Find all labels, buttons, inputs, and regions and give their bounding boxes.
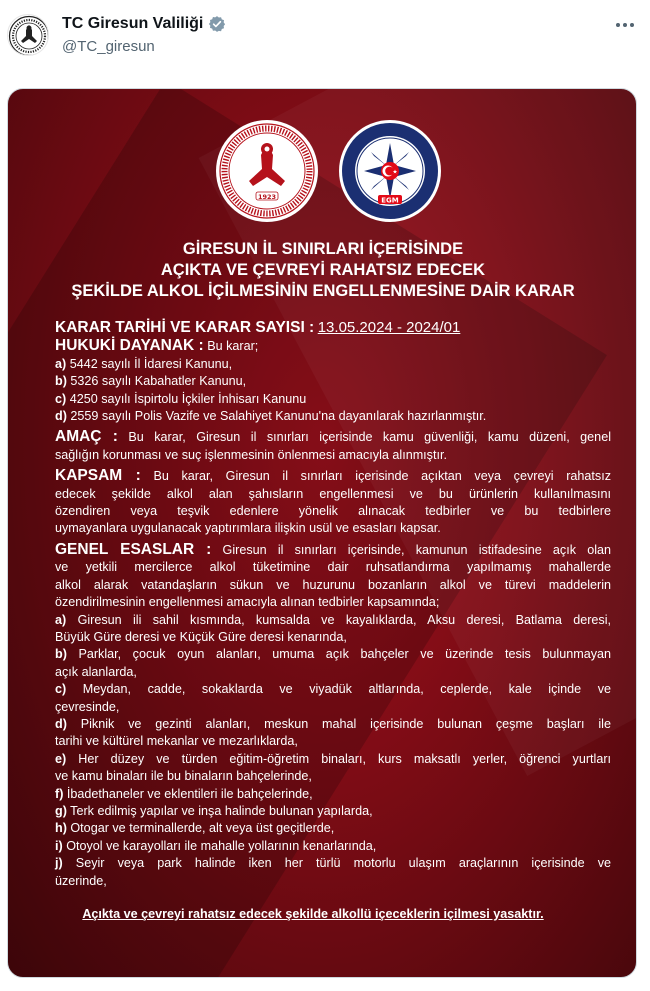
poster-title [28, 239, 618, 302]
seal-year: 1923 [257, 193, 277, 201]
hukuki-intro: Bu karar; [207, 339, 259, 354]
list-item [55, 408, 611, 425]
karar-row [55, 319, 611, 337]
item-letter: j) [55, 856, 63, 871]
final-statement: Açıkta ve çevreyi rahatsız edecek şekilde alkollü içeceklerin içilmesi yasaktır. [82, 907, 544, 921]
title-line: ŞEKİLDE ALKOL İÇİLMESİNİN ENGELLENMESİNE DAİR KARAR [71, 282, 575, 300]
karar-value: 13.05.2024 - 2024/01 [317, 319, 461, 336]
item-letter: c) [55, 391, 67, 406]
item-letter: d) [55, 409, 67, 424]
genel-line: ve yetkili mercilerce alkol tüketimine dair ruhsatlandırma yapılmamış mahallerde [55, 560, 611, 575]
list-item [55, 803, 611, 820]
list-item [55, 612, 611, 629]
list-item-cont: Büyük Güre deresi ve Küçük Güre deresi kenarında, [55, 629, 347, 644]
item-letter: b) [55, 374, 67, 389]
genel-line: özendirilmesinin engellenmesi amacıyla alınan tedbirler kapsamında; [55, 595, 440, 610]
item-text: Parklar, çocuk oyun alanları, umuma açık bahçeler ve üzerinde tesis bulunmayan [78, 647, 612, 662]
avatar[interactable] [7, 14, 49, 56]
amac-line [55, 428, 611, 446]
more-dots-icon [615, 22, 635, 28]
genel-line: alkol alarak vatandaşların sükun ve huzurunu bozanların alkol ve türevi maddelerin [55, 577, 611, 592]
item-text: Otogar ve terminallerde, alt veya üst geçitlerde, [70, 821, 335, 836]
item-text: Meydan, cadde, sokaklarda ve viyadük altlarında, ceplerde, kale içinde ve [82, 682, 612, 697]
item-letter: c) [55, 682, 67, 697]
list-item-cont: üzerinde, [55, 873, 107, 888]
item-text: Seyir veya park halinde iken her türlü motorlu ulaşım araçlarının içerisinde ve [75, 856, 611, 871]
list-item [55, 391, 611, 408]
tweet-header [0, 0, 650, 78]
kapsam-line: özendiren veya teşvik edenlere yönelik alınacak tedbirler ve bu tedbirlere [55, 504, 611, 519]
item-text: Piknik ve gezinti alanları, meskun mahal içerisinde bulunan çeşme başları ile [80, 716, 611, 731]
item-text: 5442 sayılı İl İdaresi Kanunu, [69, 356, 233, 371]
hukuki-row [55, 337, 611, 355]
item-letter: g) [55, 803, 67, 818]
list-item [55, 373, 611, 390]
list-item-cont: ve kamu binaları ile bu binaların bahçelerinde, [55, 769, 312, 784]
list-item-cont: çevresinde, [55, 699, 120, 714]
kapsam-line [55, 467, 611, 485]
list-item [55, 855, 611, 872]
title-line: AÇIKTA VE ÇEVREYİ RAHATSIZ EDECEK [160, 261, 486, 279]
genel-label: GENEL ESASLAR : [55, 540, 212, 558]
list-item [55, 646, 611, 663]
genel-text: Giresun il sınırları içerisinde, kamunun istifadesine açık olan [222, 542, 612, 557]
item-letter: b) [55, 647, 67, 662]
valilik-seal-icon [215, 119, 319, 223]
genel-line [55, 541, 611, 559]
poster-body [55, 319, 611, 923]
amac-text: Bu karar, Giresun il sınırları içerisinde kamu güvenliği, kamu düzeni, genel [128, 430, 611, 445]
item-text: 2559 sayılı Polis Vazife ve Salahiyet Kanunu'na dayanılarak hazırlanmıştır. [70, 409, 487, 424]
tweet-media-poster[interactable] [7, 88, 637, 978]
amac-label: AMAÇ : [55, 428, 118, 446]
emniyet-seal-icon [338, 119, 442, 223]
kapsam-label: KAPSAM : [55, 467, 141, 485]
list-item [55, 716, 611, 733]
list-item-cont: açık alanlarda, [55, 664, 137, 679]
list-item [55, 751, 611, 768]
item-letter: h) [55, 821, 67, 836]
giresun-seal-icon [8, 15, 49, 56]
verified-badge-icon [208, 15, 226, 33]
kapsam-line: uymayanlara uygulanacak yaptırımlara ilişkin usül ve esasları kapsar. [55, 521, 441, 536]
more-icon[interactable] [612, 12, 638, 38]
item-letter: d) [55, 716, 67, 731]
item-text: Her düzey ve türden eğitim-öğretim binaları, kurs maksatlı yerler, öğrenci yurtları [78, 751, 612, 766]
item-letter: f) [55, 786, 64, 801]
item-text: 5326 sayılı Kabahatler Kanunu, [70, 374, 247, 389]
karar-label: KARAR TARİHİ VE KARAR SAYISI : [55, 319, 315, 336]
item-text: Otoyol ve karayolları ile mahalle yollarının kenarlarında, [66, 838, 377, 853]
list-item [55, 681, 611, 698]
hukuki-label: HUKUKİ DAYANAK : [55, 337, 204, 355]
amac-line: sağlığın korunması ve suç işlenmesinin önlenmesi amacıyla alınmıştır. [55, 447, 447, 462]
item-text: Terk edilmiş yapılar ve inşa halinde bulunan yapılarda, [70, 803, 373, 818]
seal-badge: EGM [381, 196, 399, 205]
list-item [55, 356, 611, 373]
item-letter: e) [55, 751, 67, 766]
item-letter: a) [55, 612, 67, 627]
list-item-cont: tarihi ve kültürel mekanlar ve mezarlıklarda, [55, 734, 298, 749]
item-letter: i) [55, 838, 63, 853]
kapsam-line: edecek şekilde alkol alan şahısların engellenmesi ve bu ürünlerin kullanılmasını [55, 486, 611, 501]
name-row [62, 15, 226, 33]
kapsam-text: Bu karar, Giresun il sınırları içerisinde açıktan veya çevreyi rahatsız [153, 469, 611, 484]
display-name[interactable]: TC Giresun Valiliği [62, 15, 204, 32]
item-text: 4250 sayılı İspirtolu İçkiler İnhisarı Kanunu [69, 391, 307, 406]
item-text: İbadethaneler ve eklentileri ile bahçelerinde, [66, 786, 313, 801]
title-line: GİRESUN İL SINIRLARI İÇERİSİNDE [182, 240, 464, 258]
list-item [55, 786, 611, 803]
handle[interactable]: @TC_giresun [62, 38, 155, 55]
item-letter: a) [55, 356, 67, 371]
list-item [55, 820, 611, 837]
list-item [55, 838, 611, 855]
item-text: Giresun ili sahil kısmında, kumsalda ve kayalıklarda, Aksu deresi, Batlama deresi, [77, 612, 612, 627]
